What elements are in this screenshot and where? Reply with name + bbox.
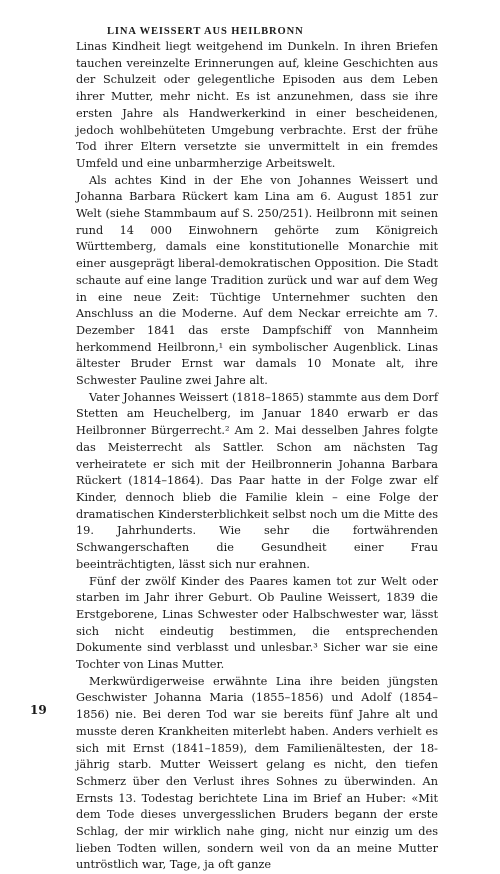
running-head: LINA WEISSERT AUS HEILBRONN (107, 26, 304, 37)
paragraph-2: Als achtes Kind in der Ehe von Johannes Weissert und Johanna Barbara Rückert kam Lina am 6. August 1851 zur Welt (siehe Stammbaum auf S. 250/251). Heilbronn mit seinen rund 14 000 Einwohnern gehörte zum Königreich Württemberg, damals eine konstitutionelle Monarchie mit einer ausgeprägt liberal-demokratischen Opposition. Die Stadt schaute auf eine lange Tradition zurück und war auf dem Weg in eine neue Zeit: Tüchtige Unternehmer suchten den Anschluss an die Moderne. Auf dem Neckar erreichte am 7. Dezember 1841 das erste Dampfschiff von Mannheim herkommend Heilbronn,¹ ein symbolischer Augenblick. Linas ältester Bruder Ernst war damals 10 Monate alt, ihre Schwester Pauline zwei Jahre alt. (76, 173, 438, 388)
body-text (76, 39, 438, 874)
paragraph-3: Vater Johannes Weissert (1818–1865) stammte aus dem Dorf Stetten am Heuchelberg, im Januar 1840 erwarb er das Heilbronner Bürgerrecht.² Am 2. Mai desselben Jahres folgte das Meisterrecht als Sattler. Schon am nächsten Tag verheiratete er sich mit der Heilbronnerin Johanna Barbara Rückert (1814–1864). Das Paar hatte in der Folge zwar elf Kinder, dennoch blieb die Familie klein – eine Folge der dramatischen Kindersterblichkeit selbst noch um die Mitte des 19. Jahrhunderts. Wie sehr die fortwährenden Schwangerschaften die Gesundheit einer Frau beeinträchtigten, lässt sich nur erahnen. (76, 390, 438, 571)
paragraph-5: Merkwürdigerweise erwähnte Lina ihre beiden jüngsten Geschwister Johanna Maria (1855–1856) und Adolf (1854–1856) nie. Bei deren Tod war sie bereits fünf Jahre alt und musste deren Krankheiten miterlebt haben. Anders verhielt es sich mit Ernst (1841–1859), dem Familienältesten, der 18-jährig starb. Mutter Weissert gelang es nicht, den tiefen Schmerz über den Verlust ihres Sohnes zu überwinden. An Ernsts 13. Todestag berichtete Lina im Brief an Huber: «Mit dem Tode dieses unvergesslichen Bruders begann der erste Schlag, der mir wirklich nahe ging, nicht nur einzig um des lieben Todten willen, sondern weil von da an meine Mutter untröstlich war, Tage, ja oft ganze (76, 674, 438, 872)
paragraph-4: Fünf der zwölf Kinder des Paares kamen tot zur Welt oder starben im Jahr ihrer Geburt. Ob Pauline Weissert, 1839 die Erstgeborene, Linas Schwester oder Halbschwester war, lässt sich nicht eindeutig bestimmen, die entsprechenden Dokumente sind verblasst und unlesbar.³ Sicher war sie eine Tochter von Linas Mutter. (76, 574, 438, 672)
page-number: 19 (30, 703, 47, 717)
paragraph-1: Linas Kindheit liegt weitgehend im Dunkeln. In ihren Briefen tauchen vereinzelte Erinnerungen auf, kleine Geschichten aus der Schulzeit oder gelegentliche Episoden aus dem Leben ihrer Mutter, mehr nicht. Es ist anzunehmen, dass sie ihre ersten Jahre als Handwerkerkind in einer bescheidenen, jedoch wohlbehüteten Umgebung verbrachte. Erst der frühe Tod ihrer Eltern versetzte sie unvermittelt in ein fremdes Umfeld und eine unbarmherzige Arbeitswelt. (76, 40, 438, 170)
